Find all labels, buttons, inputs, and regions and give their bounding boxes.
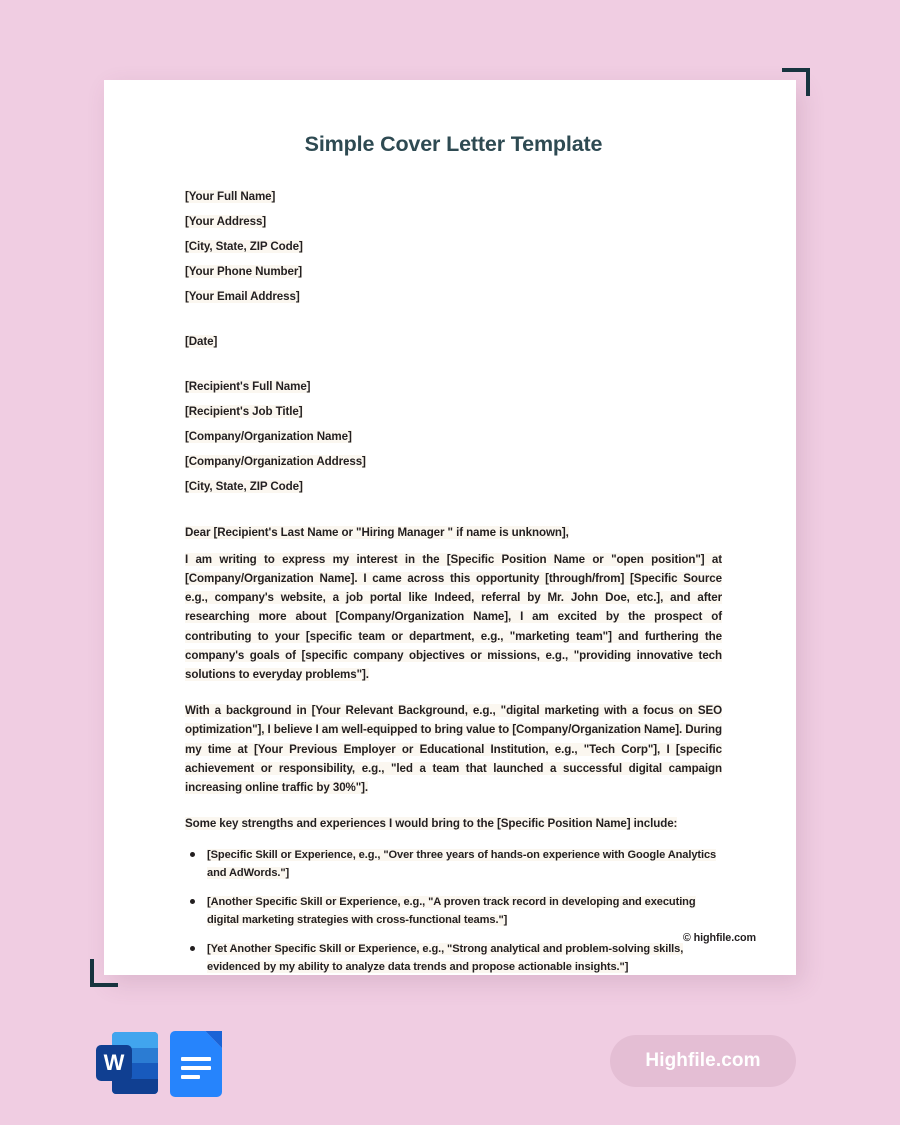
recipient-full-name: [Recipient's Full Name] xyxy=(185,379,311,393)
bullets-lead-in-text: Some key strengths and experiences I would bring to the [Specific Position Name] include: xyxy=(185,817,678,831)
word-icon[interactable] xyxy=(96,1030,158,1096)
sender-line xyxy=(185,291,722,303)
sender-phone: [Your Phone Number] xyxy=(185,264,303,278)
body-paragraph xyxy=(185,550,722,684)
date-line xyxy=(185,336,722,348)
spacer xyxy=(185,316,722,336)
list-item-text: [Yet Another Specific Skill or Experience, e.g., "Strong analytical and problem-solving skills, evidenced by my ability to analyze data trends and propose actionable insights."] xyxy=(207,943,684,974)
sender-line xyxy=(185,216,722,228)
document-page xyxy=(104,80,796,975)
body-paragraph xyxy=(185,701,722,797)
sender-line xyxy=(185,241,722,253)
sender-email: [Your Email Address] xyxy=(185,289,300,303)
sender-full-name: [Your Full Name] xyxy=(185,190,276,203)
sender-city-state-zip: [City, State, ZIP Code] xyxy=(185,239,303,253)
recipient-company-address: [Company/Organization Address] xyxy=(185,454,366,468)
download-format-icons xyxy=(96,1030,222,1097)
page-title: Simple Cover Letter Template xyxy=(304,132,603,156)
recipient-line xyxy=(185,481,722,493)
google-docs-icon-lines xyxy=(181,1057,211,1079)
word-icon-letter: W xyxy=(96,1045,132,1081)
recipient-line xyxy=(185,456,722,468)
sender-line xyxy=(185,266,722,278)
body-paragraph-1-text: I am writing to express my interest in the [Specific Position Name or "open position"] at [Company/Organization Name]. I came across this opportunity [through/from] [Specific Source e.g., company's website, a job portal like Indeed, referral by Mr. John Doe, etc.], and after researching more about [Company/Organization Name], I am excited by the prospect of contributing to your [specific team or department, e.g., "marketing team"] and furthering the company's goals of [specific company objectives or missions, e.g., "providing innovative tech solutions to everyday problems"]. xyxy=(185,552,722,682)
bottom-bar xyxy=(0,1005,900,1125)
crop-mark-bottom-left-icon xyxy=(90,959,118,987)
spacer xyxy=(185,361,722,381)
list-item-text: [Another Specific Skill or Experience, e.g., "A proven track record in developing and executing digital marketing strategies with cross-functional teams."] xyxy=(207,896,696,927)
sender-address-block xyxy=(185,191,722,303)
recipient-company-name: [Company/Organization Name] xyxy=(185,429,352,443)
brand-watermark-button[interactable]: Highfile.com xyxy=(610,1035,796,1087)
salutation-text: Dear [Recipient's Last Name or "Hiring Manager " if name is unknown], xyxy=(185,525,569,539)
strengths-bullet-list xyxy=(185,846,722,976)
list-item xyxy=(185,940,722,976)
recipient-city-state-zip: [City, State, ZIP Code] xyxy=(185,479,303,493)
document-content xyxy=(185,132,722,987)
crop-mark-top-right-icon xyxy=(782,68,810,96)
salutation-line xyxy=(185,526,722,539)
date-placeholder: [Date] xyxy=(185,334,218,348)
sender-address: [Your Address] xyxy=(185,214,267,228)
google-docs-icon[interactable] xyxy=(170,1031,222,1097)
spacer xyxy=(185,506,722,526)
recipient-address-block xyxy=(185,381,722,493)
list-item xyxy=(185,893,722,929)
bullets-lead-in xyxy=(185,814,722,833)
sender-line xyxy=(185,191,722,203)
list-item xyxy=(185,846,722,882)
recipient-line xyxy=(185,406,722,418)
recipient-line xyxy=(185,381,722,393)
recipient-job-title: [Recipient's Job Title] xyxy=(185,404,303,418)
document-footer-copyright: © highfile.com xyxy=(682,932,756,944)
list-item-text: [Specific Skill or Experience, e.g., "Over three years of hands-on experience with Google Analytics and AdWords."] xyxy=(207,849,717,880)
recipient-line xyxy=(185,431,722,443)
document-page-wrapper xyxy=(104,80,796,975)
body-paragraph-2-text: With a background in [Your Relevant Background, e.g., "digital marketing with a focus on SEO optimization"], I believe I am well-equipped to bring value to [Company/Organization Name]. During my time at [Your Previous Employer or Educational Institution, e.g., "Tech Corp"], I [specific achievement or responsibility, e.g., "led a team that launched a successful digital campaign increasing online traffic by 30%"]. xyxy=(185,704,722,795)
